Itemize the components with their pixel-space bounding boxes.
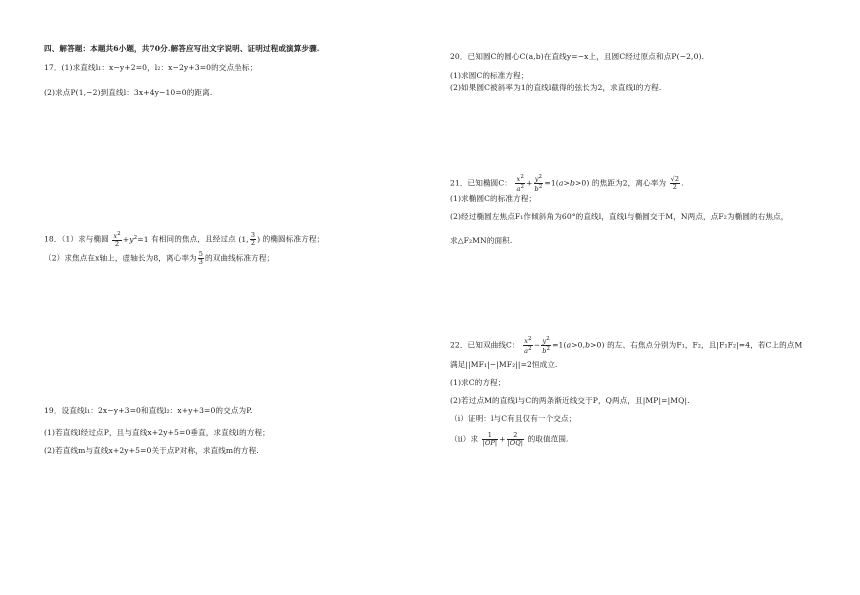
q18-part1: 18．（1）求与椭圆 $\frac{x^2}{2}$ $+y^2=1$ 有相同的焦点，且经过点 (1, $\frac{3}{2}$ ) 的椭圆标准方程；	[44, 231, 325, 248]
q17-part2: (2)求点P(1,−2)到直线l：3x+4y−10=0的距离.	[44, 88, 213, 97]
q17-part1: 17．(1)求直线l₁：x−y+2=0，l₂：x−2y+3=0的交点坐标；	[44, 63, 258, 72]
q18-part1-text-c: 的椭圆标准方程；	[262, 234, 325, 244]
q22-intro-cont: 满足||MF₁|−|MF₂||=2恒成立.	[450, 360, 558, 369]
q22-hyperbola-y-fraction: $\frac{y^2}{b^2}$	[542, 336, 551, 355]
q21-ellipse-y-fraction: $\frac{y^2}{b^2}$	[534, 174, 543, 193]
q18-ellipse-fraction: $\frac{x^2}{2}$	[113, 231, 121, 248]
q21-part1: (1)求椭圆C的标准方程；	[450, 194, 537, 203]
q22-sub-ii: （ii）求 $\frac{1}{|OP|}$ + $\frac{2}{|OQ|}$ 的取值范围.	[450, 431, 569, 447]
q18-point: (1, $\frac{3}{2}$ )	[238, 231, 261, 247]
q21-part2: (2)经过椭圆左焦点F₁作倾斜角为60°的直线l，直线l与椭圆交于M，N两点，点F₂为椭圆的右焦点，	[450, 212, 789, 221]
q22-part2: (2)若过点M的直线l与C的两条渐近线交于P，Q两点，且|MP|=|MQ|.	[450, 396, 690, 405]
q22-intro-text-a: 22．已知双曲线C：	[450, 340, 520, 350]
q22-part1: (1)求C的方程；	[450, 378, 506, 387]
q18-part1-text-b: 有相同的焦点，且经过点	[151, 234, 236, 244]
section-heading: 四、解答题：本题共6小题，共70分.解答应写出文字说明、证明过程或演算步骤.	[44, 44, 320, 53]
q21-ellipse-x-fraction: $\frac{x^2}{a^2}$	[516, 174, 525, 193]
q18-part2-text-b: 的双曲线标准方程；	[204, 253, 275, 263]
q22-expr-fraction-1: $\frac{1}{|OP|}$	[482, 431, 498, 447]
q22-intro-text-b: 的左、右焦点分别为F₁，F₂，且|F₁F₂|=4，若C上的点M	[607, 340, 803, 350]
q22-sub-ii-text-b: 的取值范围.	[527, 434, 569, 444]
q21-intro: 21．已知椭圆C： $\frac{x^2}{a^2}$ + $\frac{y^2}{b^2}$ =1(a>b>0) 的焦距为2，离心率为 $\frac{√2}{2}$ .	[450, 174, 684, 193]
q21-intro-text-a: 21．已知椭圆C：	[450, 178, 512, 188]
q21-intro-text-b: 的焦距为2，离心率为	[591, 178, 667, 188]
q22-intro: 22．已知双曲线C： $\frac{x^2}{a^2}$ − $\frac{y^2}{b^2}$ =1(a>0,b>0) 的左、右焦点分别为F₁，F₂，且|F₁F₂|=4，若C上的点M	[450, 336, 803, 355]
q21-ecc-fraction: $\frac{√2}{2}$	[670, 175, 680, 191]
q18-part2-text-a: （2）求焦点在x轴上，虚轴长为8，离心率为	[44, 253, 197, 263]
q22-sub-ii-text-a: （ii）求	[450, 434, 479, 444]
q21-part2-cont: 求△F₂MN的面积.	[450, 236, 513, 245]
q19-part2: (2)若直线m与直线x+2y+5=0关于点P对称，求直线m的方程.	[44, 446, 259, 455]
q19-part1: (1)若直线l经过点P，且与直线x+2y+5=0垂直，求直线l的方程；	[44, 428, 270, 437]
q20-part1: (1)求圆C的标准方程；	[450, 71, 529, 80]
q20-part2: (2)如果圆C被斜率为1的直线l截得的弦长为2，求直线l的方程.	[450, 83, 662, 92]
q18-ecc-fraction: $\frac{5}{3}$	[198, 250, 203, 266]
q18-part1-text-a: 18．（1）求与椭圆	[44, 234, 109, 244]
q19-intro: 19．设直线l₁：2x−y+3=0和直线l₂：x+y+3=0的交点为P.	[44, 406, 253, 415]
q22-expr-fraction-2: $\frac{2}{|OQ|}$	[507, 431, 524, 447]
q22-hyperbola-x-fraction: $\frac{x^2}{a^2}$	[524, 336, 532, 355]
q18-part2	[44, 251, 274, 266]
q20-intro: 20．已知圆C的圆心C(a,b)在直线y=−x上，且圆C经过原点和点P(−2,0).	[450, 52, 705, 61]
q22-sub-i: （i）证明：l与C有且仅有一个交点；	[450, 414, 577, 423]
